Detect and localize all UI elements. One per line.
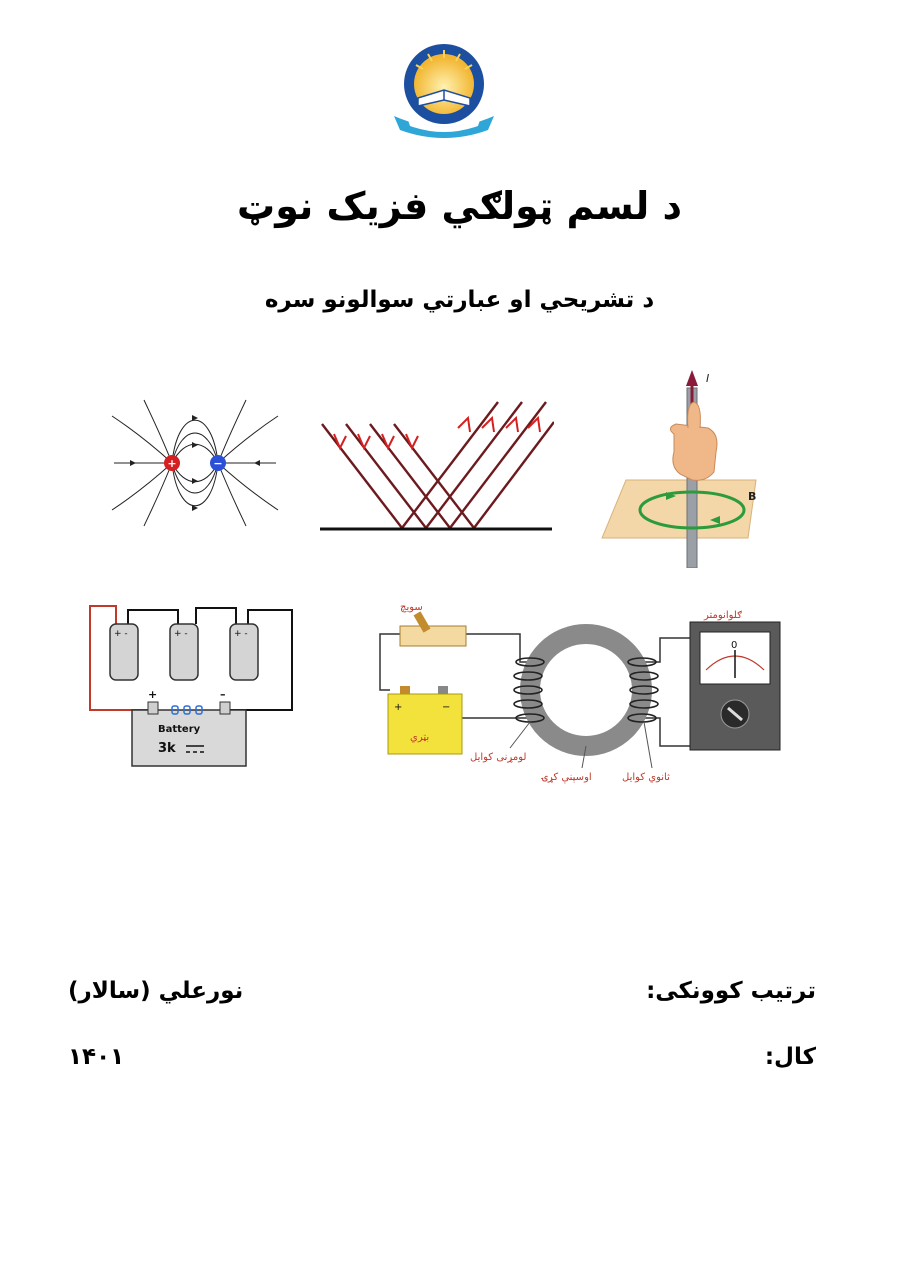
switch-label: سویچ: [400, 602, 423, 613]
capacitor-circuit-figure: [86, 600, 298, 772]
ray-reflection-diagram: [318, 388, 554, 536]
dipole-field-figure: [110, 398, 280, 528]
svg-text:+ -: + -: [234, 629, 248, 639]
capacitor-circuit-diagram: [86, 600, 298, 772]
right-hand-rule-figure: [596, 368, 774, 568]
galvanometer-label: ګلوانومتر: [704, 610, 742, 621]
svg-text:+: +: [394, 702, 403, 713]
dipole-field-diagram: [110, 398, 280, 528]
mutual-induction-diagram: [370, 598, 790, 794]
svg-text:+ -: + -: [114, 629, 128, 639]
current-label: I: [706, 372, 710, 385]
ministry-logo: [388, 38, 500, 138]
reflection-figure: [318, 388, 554, 536]
author-name: نورعلي (سالار): [68, 978, 244, 1004]
document-title: د لسم ټولګي فزیک نوټ: [237, 184, 682, 228]
battery-label-ps: بټري: [410, 732, 430, 743]
logo-emblem-icon: [388, 38, 500, 138]
author-label: ترتیب کوونکی:: [646, 978, 816, 1004]
primary-coil-label: لومړنی کوایل: [470, 752, 527, 763]
year-value: ۱۴۰۱: [68, 1044, 125, 1070]
battery-label: Battery: [158, 724, 201, 735]
field-label: B: [748, 490, 757, 503]
battery-minus-label: –: [220, 688, 226, 701]
iron-ring-label: اوسپنې کړۍ: [542, 772, 592, 783]
svg-text:+ -: + -: [174, 629, 188, 639]
battery-value: 3k: [158, 741, 176, 756]
mutual-induction-figure: [370, 598, 790, 794]
galvanometer-zero: 0: [731, 640, 738, 651]
year-label: کال:: [764, 1044, 816, 1070]
secondary-coil-label: ثانوي کوایل: [622, 772, 670, 783]
svg-text:+: +: [167, 457, 177, 470]
document-subtitle: د تشریحي او عبارتي سوالونو سره: [264, 287, 655, 313]
svg-text:−: −: [213, 457, 223, 470]
battery-plus-label: +: [148, 688, 158, 701]
svg-text:−: −: [442, 702, 451, 713]
right-hand-rule-diagram: [596, 368, 774, 568]
